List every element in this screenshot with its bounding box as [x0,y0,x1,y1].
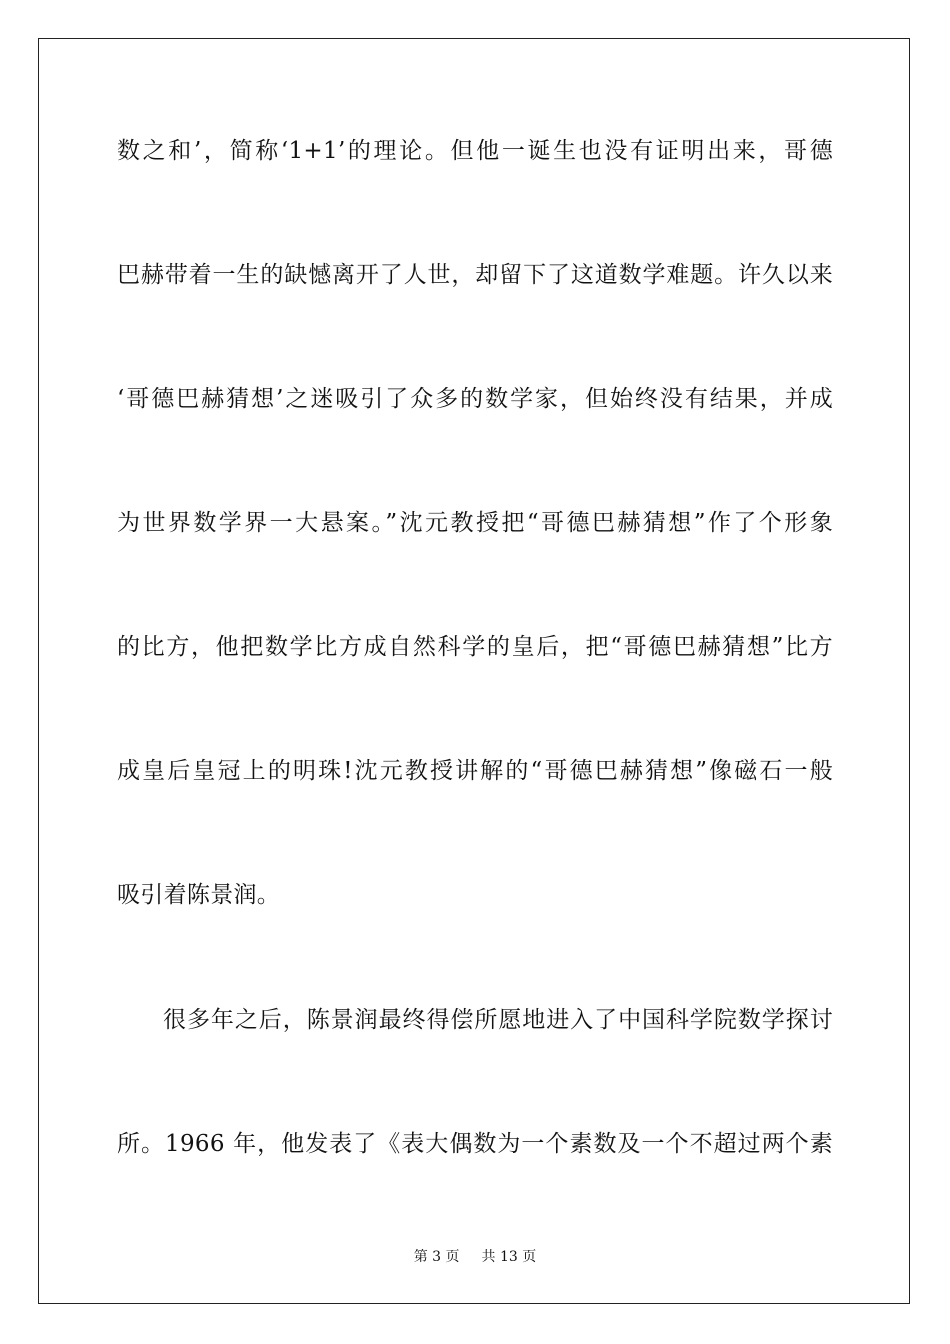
page-number: 第 3 页 [413,1249,460,1265]
paragraph-line: 的比方，他把数学比方成自然科学的皇后，把“哥德巴赫猜想”比方 [117,634,833,660]
paragraph-line: 吸引着陈景润。 [117,882,281,908]
paragraph-line: 所。1966 年，他发表了《表大偶数为一个素数及一个不超过两个素 [117,1131,833,1157]
page-border [38,38,910,1304]
paragraph-line: ‘哥德巴赫猜想’之迷吸引了众多的数学家，但始终没有结果，并成 [117,386,833,412]
paragraph-line: 很多年之后，陈景润最终得偿所愿地进入了中国科学院数学探讨 [163,1007,833,1033]
paragraph-line: 为世界数学界一大悬案。”沈元教授把“哥德巴赫猜想”作了个形象 [117,510,833,536]
page-total: 共 13 页 [481,1249,537,1265]
paragraph-line: 巴赫带着一生的缺憾离开了人世，却留下了这道数学难题。许久以来 [117,262,833,288]
page-footer [0,1248,950,1266]
paragraph-line: 成皇后皇冠上的明珠!沈元教授讲解的“哥德巴赫猜想”像磁石一般 [117,758,833,784]
paragraph-line: 数之和’，简称‘1+1’的理论。但他一诞生也没有证明出来，哥德 [117,138,833,164]
